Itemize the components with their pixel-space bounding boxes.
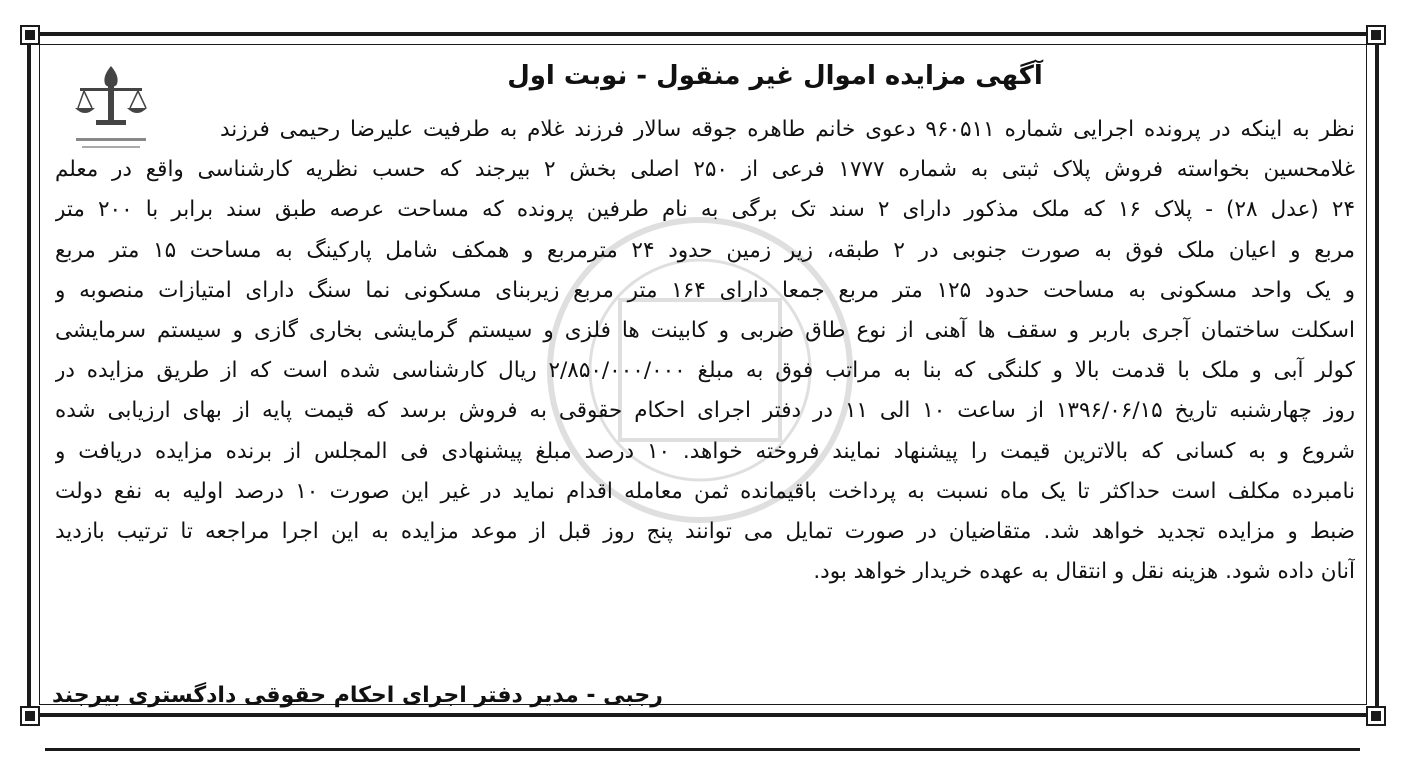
notice-line: و یک واحد مسکونی به مساحت حدود ۱۲۵ متر مربع جمعا دارای ۱۶۴ متر مربع زیربنای مسکونی نما سنگ دارای امتیازات منصوبه و <box>55 277 1355 303</box>
corner-ornament-icon <box>1366 706 1386 726</box>
notice-title: آگهی مزایده اموال غیر منقول - نوبت اول <box>507 61 1043 91</box>
notice-line: آنان داده شود. هزینه نقل و انتقال به عهده خریدار خواهد بود. <box>813 559 1355 585</box>
notice-line: روز چهارشنبه تاریخ ۱۳۹۶/۰۶/۱۵ از ساعت ۱۰ الی ۱۱ در دفتر اجرای احکام حقوقی به فروش برسد که قیمت پایه از بهای ارزیابی شده <box>55 398 1355 424</box>
notice-body <box>55 110 1355 592</box>
corner-ornament-icon <box>20 25 40 45</box>
notice-line: شروع و به کسانی که بالاترین قیمت را پیشنهاد نمایند فروخته خواهد. ۱۰ درصد مبلغ پیشنهادی فی المجلس از برنده مزایده دریافت و <box>55 438 1355 464</box>
bottom-divider <box>45 748 1360 751</box>
notice-line: ۲۴ (عدل ۲۸) - پلاک ۱۶ که ملک مذکور دارای ۲ سند تک برگی به نام طرفین پرونده که مساحت عرصه طبق سند برابر با ۲۰۰ متر <box>55 197 1355 223</box>
notice-line: اسکلت ساختمان آجری باربر و سقف ها آهنی از نوع طاق ضربی و کابینت ها فلزی و سیستم گرمایشی بخاری گازی و سیستم سرمایشی <box>55 317 1355 343</box>
corner-ornament-icon <box>20 706 40 726</box>
notice-line: مربع و اعیان ملک فوق به صورت جنوبی در ۲ طبقه، زیر زمین حدود ۲۴ مترمربع و همکف شامل پارکینگ به مساحت ۱۵ متر مربع <box>55 237 1355 263</box>
notice-line: کولر آبی و ملک با قدمت بالا و کلنگی که بنا به مراتب فوق به مبلغ ۲/۸۵۰/۰۰۰/۰۰۰ ریال کارشناسی شده است که از طریق مزایده در <box>55 358 1355 384</box>
notice-line: نامبرده مکلف است حداکثر تا یک ماه نسبت به پرداخت باقیمانده ثمن معامله اقدام نماید در غیر این صورت ۱۰ درصد اولیه به نفع دولت <box>55 478 1355 504</box>
notice-line: غلامحسین بخواسته فروش پلاک ثبتی به شماره ۱۷۷۷ فرعی از ۲۵۰ اصلی بخش ۲ بیرجند که حسب نظریه کارشناسی واقع در معلم <box>55 157 1355 183</box>
notice-signature: رجبی - مدیر دفتر اجرای احکام حقوقی دادگستری بیرجند <box>52 683 663 708</box>
notice-line: ضبط و مزایده تجدید خواهد شد. متقاضیان در صورت تمایل می توانند پنج روز قبل از موعد مزایده به این اجرا مراجعه تا ترتیب بازدید <box>55 518 1355 544</box>
corner-ornament-icon <box>1366 25 1386 45</box>
notice-line: نظر به اینکه در پرونده اجرایی شماره ۹۶۰۵۱۱ دعوی خانم طاهره جوقه سالار فرزند غلام به طرفیت علیرضا رحیمی فرزند <box>220 117 1355 142</box>
